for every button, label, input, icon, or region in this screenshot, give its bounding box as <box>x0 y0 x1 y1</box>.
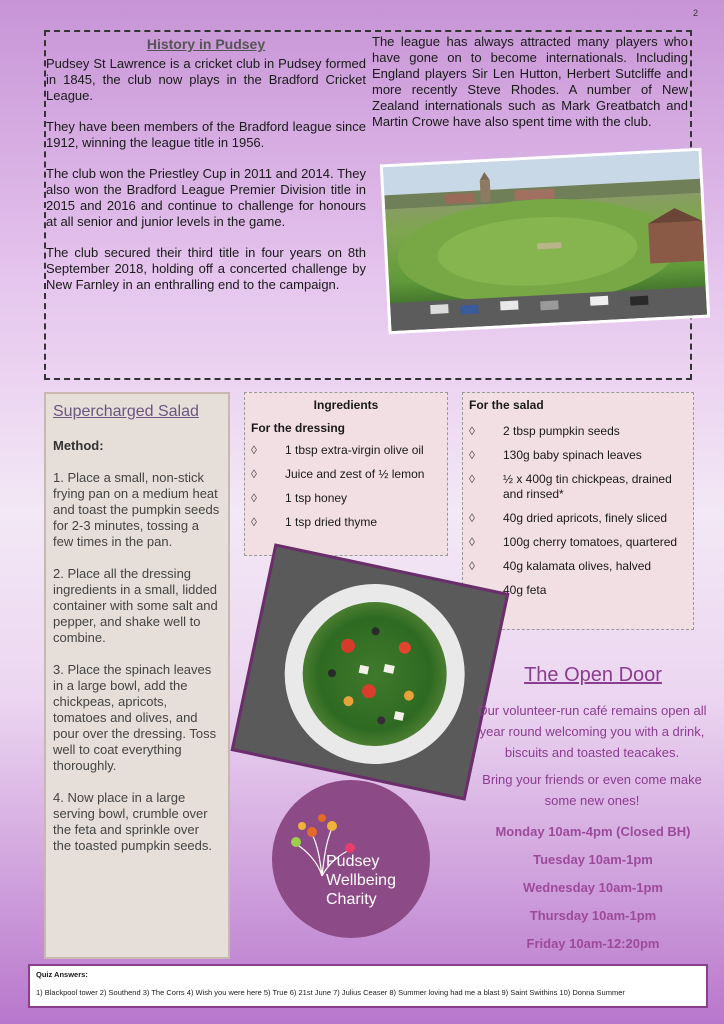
history-paragraph: The club won the Priestley Cup in 2011 and 2014. They also won the Bradford League Premier Division title in 2015 and 2016 and continue to challenge for honours at all senior and junior levels in the game. <box>46 166 366 229</box>
hours-item: Monday 10am-4pm (Closed BH) <box>495 824 691 839</box>
method-step: 1. Place a small, non-stick frying pan on a medium heat and toast the pumpkin seeds for 2-3 minutes, tossing a few times in the pan. <box>53 470 220 549</box>
ingredients-heading: Ingredients <box>313 398 379 412</box>
diamond-icon: ◊ <box>251 443 257 457</box>
quiz-answers: 1) Blackpool tower 2) Southend 3) The Corrs 4) Wish you were here 5) True 6) 21st June 7) Julius Ceaser 8) Summer loving had me a blast 9) Saint Swithins 10) Donna Summer <box>36 988 625 997</box>
dressing-ingredients-box <box>244 392 448 556</box>
logo-text: Pudsey <box>326 853 380 870</box>
open-door-title: The Open Door <box>524 664 662 686</box>
hours-item: Thursday 10am-1pm <box>529 908 657 923</box>
history-paragraph: The club secured their third title in four years on 8th September 2018, holding off a concerted challenge by New Farnley in an enthralling end to the campaign. <box>46 245 366 292</box>
salad-method-box <box>44 392 230 959</box>
salad-list <box>469 424 687 598</box>
list-item: ◊ 1 tbsp extra-virgin olive oil <box>251 443 424 457</box>
plate <box>268 567 481 780</box>
list-item: ◊ 40g kalamata olives, halved <box>469 559 652 573</box>
diamond-icon: ◊ <box>469 424 475 438</box>
page-number: 2 <box>692 8 698 18</box>
salad-title: Supercharged Salad <box>53 403 199 420</box>
history-left-column <box>46 34 366 308</box>
diamond-icon: ◊ <box>469 448 475 462</box>
history-paragraph: They have been members of the Bradford league since 1912, winning the league title in 1956. <box>46 119 366 150</box>
diamond-icon: ◊ <box>469 511 475 525</box>
list-item: ◊ ½ x 400g tin chickpeas, drained and rinsed* <box>469 472 672 501</box>
diamond-icon: ◊ <box>251 491 257 505</box>
list-item: ◊ 1 tsp honey <box>251 491 348 505</box>
open-door-description: Our volunteer-run café remains open all year round welcoming you with a drink, biscuits and toasted teacakes. Bring your friends or even come make some new ones! <box>477 703 707 808</box>
dressing-label: For the dressing <box>251 421 346 435</box>
salad-illustration <box>289 589 460 760</box>
hours-item: Tuesday 10am-1pm <box>533 852 653 867</box>
history-right-paragraph: The league has always attracted many players who have gone on to become internationals. Including England players Sir Len Hutton, Herbert Sutcliffe and more recently Steve Rhodes. A number of New Zealand internationals such as Mark Greatbatch and Martin Crowe have also spent time with the club. <box>372 34 688 129</box>
quiz-title: Quiz Answers: <box>36 970 88 979</box>
diamond-icon: ◊ <box>469 535 475 549</box>
diamond-icon: ◊ <box>251 515 257 529</box>
method-label: Method: <box>53 438 104 453</box>
diamond-icon: ◊ <box>251 467 257 481</box>
diamond-icon: ◊ <box>469 559 475 573</box>
salad-label: For the salad <box>469 398 544 412</box>
list-item: ◊ 2 tbsp pumpkin seeds <box>469 424 620 438</box>
list-item: ◊ 130g baby spinach leaves <box>469 448 642 462</box>
list-item: 40g feta <box>469 583 687 598</box>
history-title: History in Pudsey <box>146 36 266 52</box>
logo-text: Wellbeing <box>326 872 396 889</box>
list-item: ◊ 100g cherry tomatoes, quartered <box>469 535 678 549</box>
method-step: 4. Now place in a large serving bowl, crumble over the feta and sprinkle over the toasted pumpkin seeds. <box>53 790 212 853</box>
method-step: 3. Place the spinach leaves in a large bowl, add the chickpeas, apricots, tomatoes and olives, and pour over the dressing. Toss well to coat everything thoroughly. <box>53 662 217 773</box>
diamond-icon: ◊ <box>469 472 475 486</box>
opening-hours <box>466 822 720 962</box>
quiz-answers-box <box>28 964 708 1008</box>
history-paragraph: Pudsey St Lawrence is a cricket club in Pudsey formed in 1845, the club now plays in the Bradford Cricket League. <box>46 56 366 103</box>
list-item: ◊ Juice and zest of ½ lemon <box>251 467 425 481</box>
pudsey-wellbeing-logo <box>272 780 430 938</box>
dressing-list <box>251 443 441 530</box>
logo-text: Charity <box>326 891 377 908</box>
cricket-ground-illustration <box>383 151 707 331</box>
list-item: ◊ 1 tsp dried thyme <box>251 515 378 529</box>
hours-item: Wednesday 10am-1pm <box>523 880 663 895</box>
method-step: 2. Place all the dressing ingredients in a small, lidded container with some salt and pepper, and shake well to combine. <box>53 566 218 645</box>
cricket-ground-photo <box>380 148 710 335</box>
list-item: ◊ 40g dried apricots, finely sliced <box>469 511 668 525</box>
hours-item: Friday 10am-12:20pm <box>526 936 660 951</box>
